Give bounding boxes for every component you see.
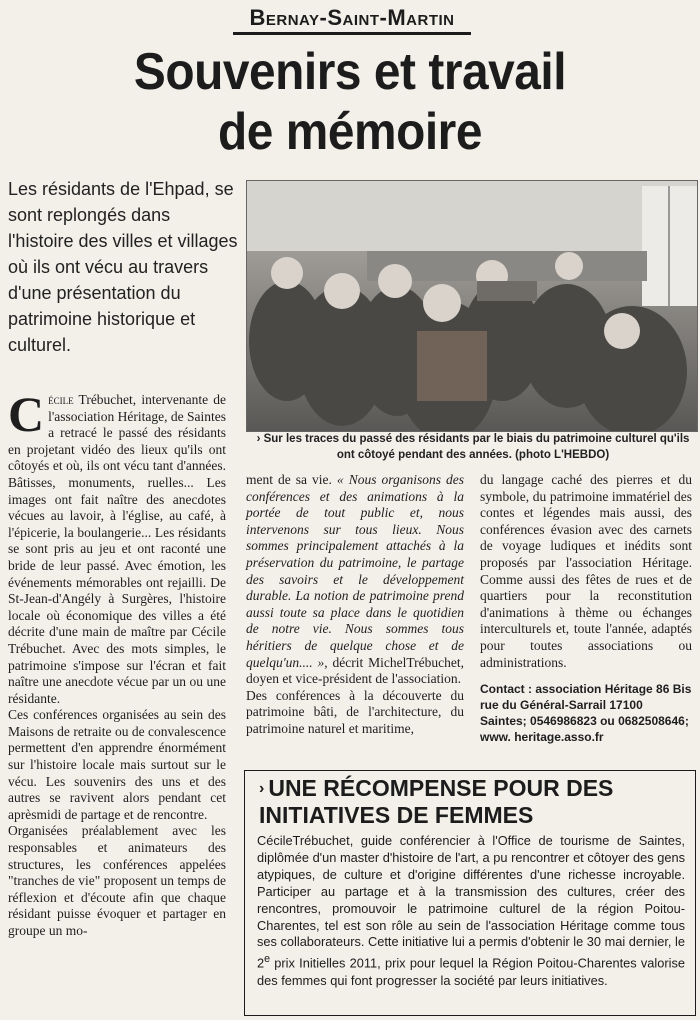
box-text-part-2: prix Initielles 2011, prix pour lequel la Région Poitou-Charentes valorise des femmes qui font progresser la société par leurs initiatives.: [257, 955, 685, 988]
headline: [83, 42, 617, 162]
paragraph: Organisées préalablement avec les responsables et animateurs des structures, les conférences appelées "tranches de vie" proposent un temps de réflexion et d'écoute afin que chaque résidant puisse évoquer et partager en groupe un mo-: [8, 823, 226, 938]
box-text: [257, 833, 685, 989]
quote: « Nous organisons des conférences et des animations à la portée de tout public et, nous intervenons sur tous lieux. Nous sommes principalement attachés à la préservation du patrimoine, le partage des savoirs et le développement durable. La notion de patrimoine prend aussi toute sa place dans le quotidien de notre vie. Nous sommes tous héritiers de quelque chose et de quelqu'un.... »: [246, 472, 464, 670]
section-rubric: Bernay-Saint-Martin: [233, 4, 471, 35]
paragraph-text: , décrit MichelTrébuchet, doyen et vice-président de l'association.: [246, 654, 464, 687]
headline-line-2: de mémoire: [218, 103, 482, 161]
article-column-3: [480, 472, 692, 745]
paragraph: [8, 386, 226, 707]
paragraph: du langage caché des pierres et du symbole, du patrimoine immatériel des contes et légendes mais aussi, des conférences évasion avec des carnets de voyage ludiques et inédits sont proposés par l'association Héritage. Comme aussi des fêtes de rues et de quartiers pour la reconstitution d'animations à thème ou échanges interculturels et, toute l'année, adaptés pour toutes associations ou administrations.: [480, 472, 692, 670]
drop-cap: C: [8, 386, 45, 442]
article-photo: [246, 180, 698, 432]
headline-line-1: Souvenirs et travail: [133, 43, 567, 101]
article-column-1: [8, 386, 226, 940]
paragraph: Des conférences à la découverte du patrimoine bâti, de l'architecture, du patrimoine naturel et maritime,: [246, 687, 464, 736]
photo-caption: [250, 431, 696, 463]
paragraph: [246, 472, 464, 688]
paragraph-text: ment de sa vie.: [246, 472, 337, 487]
box-arrow-icon: ›: [259, 780, 265, 797]
box-text-part-1: CécileTrébuchet, guide conférencier à l'Office de tourisme de Saintes, diplômée d'un master d'histoire de l'art, a pu rencontrer et côtoyer des gens atypiques, de culture et d'origine différentes d'une richesse incroyable. Participer au partage et à la transmission des cultures, créer des rencontres, promouvoir le patrimoine culturel de la région Poitou-Charentes, tel est son rôle au sein de l'association Héritage comme tous ses collaborateurs. Cette initiative lui a permis d'obtenir le 30 mai dernier, le 2: [257, 833, 685, 971]
paragraph: [257, 833, 685, 989]
contact-info: Contact : association Héritage 86 Bis rue du Général-Sarrail 17100 Saintes; 0546986823 ou 0682508646; www. heritage.asso.fr: [480, 682, 692, 745]
caption-text: Sur les traces du passé des résidants par le biais du patrimoine culturel qu'ils ont côtoyé pendant des années. (photo L'HEBDO): [263, 433, 690, 461]
box-title: [259, 775, 689, 829]
box-title-text: UNE RÉCOMPENSE POUR DES INITIATIVES DE FEMMES: [259, 775, 614, 828]
lead-name: écile: [48, 392, 74, 407]
standfirst: Les résidants de l'Ehpad, se sont replongés dans l'histoire des villes et villages où ils ont vécu au travers d'une présentation du patrimoine historique et culturel.: [8, 179, 238, 355]
article-column-2: [246, 472, 464, 738]
sidebar-box: [244, 770, 696, 1016]
superscript: e: [264, 953, 271, 966]
paragraph-text: Trébuchet, intervenante de l'association Héritage, de Saintes a retracé le passé des résidants en projetant vidéo des lieux qu'ils ont côtoyés et où, ils ont vécu tant d'années. Bâtisses, monuments, ruelles... Les images ont fait naître des anecdotes vécues au lavoir, à l'église, au café, à l'épicerie, la boulangerie... Les résidants se sont pris au jeu et ont raconté une bride de leur passé. Avec émotion, les événements mémorables ont rejailli. De St-Jean-d'Angély à Surgères, l'histoire locale où économique des villes a été décrite d'une main de maître par Cécile Trébuchet. Avec des mots simples, le patrimoine s'impose sur l'écran et fait naître une anecdote vécue par un ou une résidante.: [8, 392, 226, 706]
caption-arrow-icon: ›: [256, 433, 261, 445]
paragraph: Ces conférences organisées au sein des Maisons de retraite ou de convalescence permettent d'en apprendre énormément sur l'histoire locale mais surtout sur le vécu. Les souvenirs des uns et des autres se ravivent alors pendant cet aprèsmidi de partage et de rencontre.: [8, 707, 226, 822]
